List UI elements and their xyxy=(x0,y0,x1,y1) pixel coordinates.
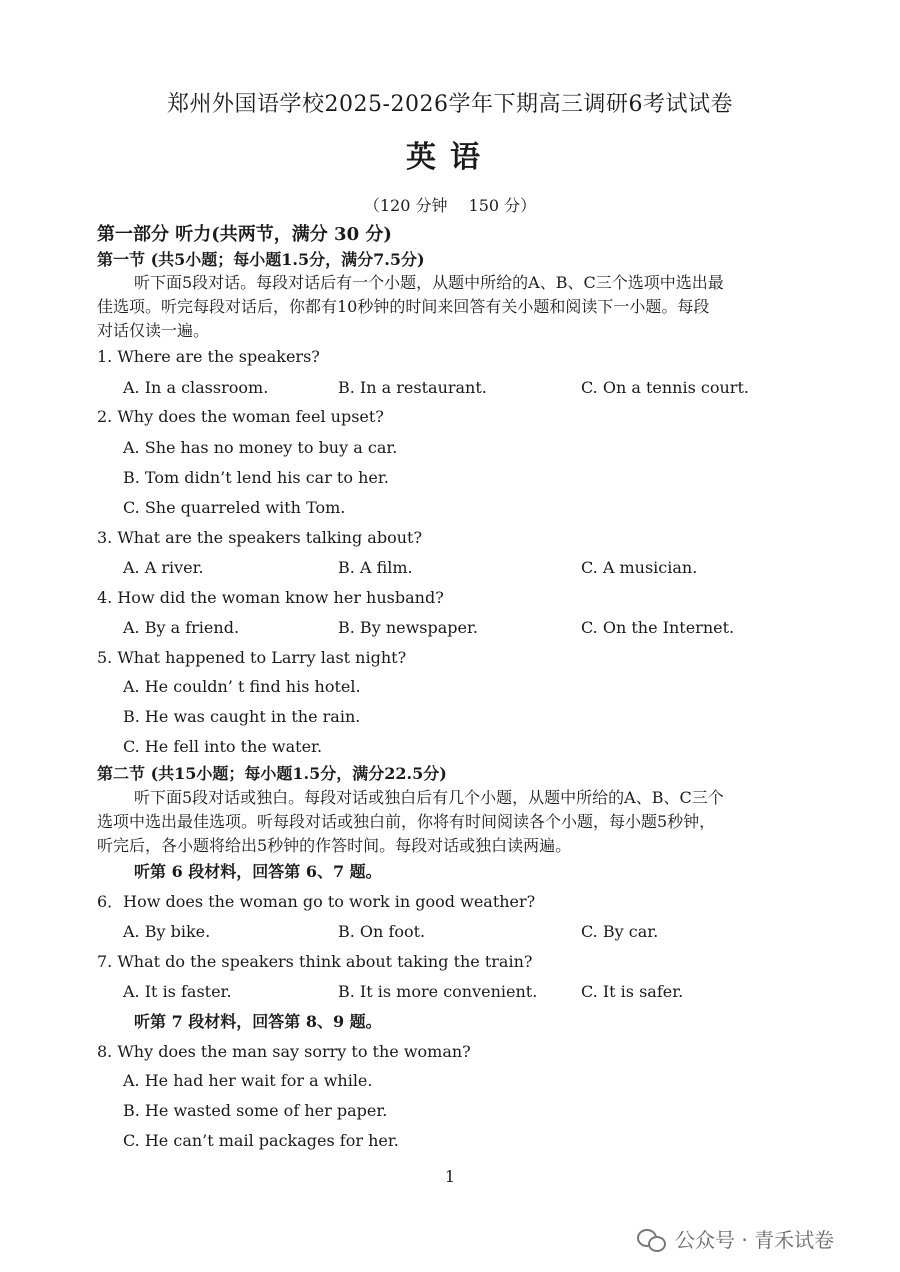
option-b: B. In a restaurant. xyxy=(338,378,487,397)
question-stem: 7. What do the speakers think about taking the train? xyxy=(97,952,533,971)
watermark xyxy=(637,1224,834,1253)
option-c: C. On the Internet. xyxy=(581,618,735,637)
option-c: C. A musician. xyxy=(581,558,698,577)
time-and-score: （120 分钟 150 分） xyxy=(363,196,537,215)
question-stem: 2. Why does the woman feel upset? xyxy=(97,407,384,426)
option-c: C. She quarreled with Tom. xyxy=(123,498,346,517)
option-b: B. A film. xyxy=(338,558,413,577)
option-b: B. By newspaper. xyxy=(338,618,478,637)
subject-title: 英语 xyxy=(406,140,494,175)
option-b: B. It is more convenient. xyxy=(338,982,538,1001)
option-b: B. Tom didn’t lend his car to her. xyxy=(123,468,389,487)
option-b: B. He wasted some of her paper. xyxy=(123,1101,388,1120)
option-a: A. He couldn’ t find his hotel. xyxy=(123,677,361,696)
exam-title: 郑州外国语学校2025-2026学年下期高三调研6考试试卷 xyxy=(167,92,733,117)
question-stem: 3. What are the speakers talking about? xyxy=(97,528,423,547)
watermark-text: 公众号 · 青禾试卷 xyxy=(675,1228,835,1252)
section2-instruction-line: 听下面5段对话或独白。每段对话或独白后有几个小题，从题中所给的A、B、C三个 xyxy=(134,788,724,807)
section2-instruction-line: 听完后，各小题将给出5秒钟的作答时间。每段对话或独白读两遍。 xyxy=(97,836,572,855)
option-c: C. On a tennis court. xyxy=(581,378,749,397)
section1-instruction-line: 对话仅读一遍。 xyxy=(97,321,210,340)
material-6-heading: 听第 6 段材料，回答第 6、7 题。 xyxy=(134,862,382,881)
option-c: C. He can’t mail packages for her. xyxy=(123,1131,399,1150)
question-stem: 6．How does the woman go to work in good weather? xyxy=(97,892,536,911)
option-a: A. By bike. xyxy=(123,922,211,941)
option-c: C. He fell into the water. xyxy=(123,737,323,756)
option-c: C. It is safer. xyxy=(581,982,684,1001)
option-a: A. In a classroom. xyxy=(123,378,269,397)
option-c: C. By car. xyxy=(581,922,659,941)
section1-instruction-line: 听下面5段对话。每段对话后有一个小题，从题中所给的A、B、C三个选项中选出最 xyxy=(134,273,724,292)
material-7-heading: 听第 7 段材料，回答第 8、9 题。 xyxy=(134,1012,382,1031)
section2-heading: 第二节 (共15小题；每小题1.5分，满分22.5分) xyxy=(97,764,447,783)
section2-instruction-line: 选项中选出最佳选项。听每段对话或独白前，你将有时间阅读各个小题，每小题5秒钟， xyxy=(97,812,716,831)
part1-heading: 第一部分 听力(共两节，满分 30 分) xyxy=(97,224,392,245)
option-b: B. On foot. xyxy=(338,922,426,941)
page-number: 1 xyxy=(444,1167,456,1186)
option-a: A. He had her wait for a while. xyxy=(123,1071,373,1090)
option-a: A. By a friend. xyxy=(123,618,240,637)
question-stem: 4. How did the woman know her husband? xyxy=(97,588,444,607)
section1-instruction-line: 佳选项。听完每段对话后，你都有10秒钟的时间来回答有关小题和阅读下一小题。每段 xyxy=(97,297,710,316)
option-a: A. It is faster. xyxy=(123,982,232,1001)
option-b: B. He was caught in the rain. xyxy=(123,707,361,726)
section1-heading: 第一节 (共5小题；每小题1.5分，满分7.5分) xyxy=(97,250,425,269)
option-a: A. She has no money to buy a car. xyxy=(123,438,398,457)
option-a: A. A river. xyxy=(123,558,204,577)
question-stem: 8. Why does the man say sorry to the woman? xyxy=(97,1042,471,1061)
question-stem: 1. Where are the speakers? xyxy=(97,347,320,366)
question-stem: 5. What happened to Larry last night? xyxy=(97,648,407,667)
wechat-icon xyxy=(637,1227,667,1251)
